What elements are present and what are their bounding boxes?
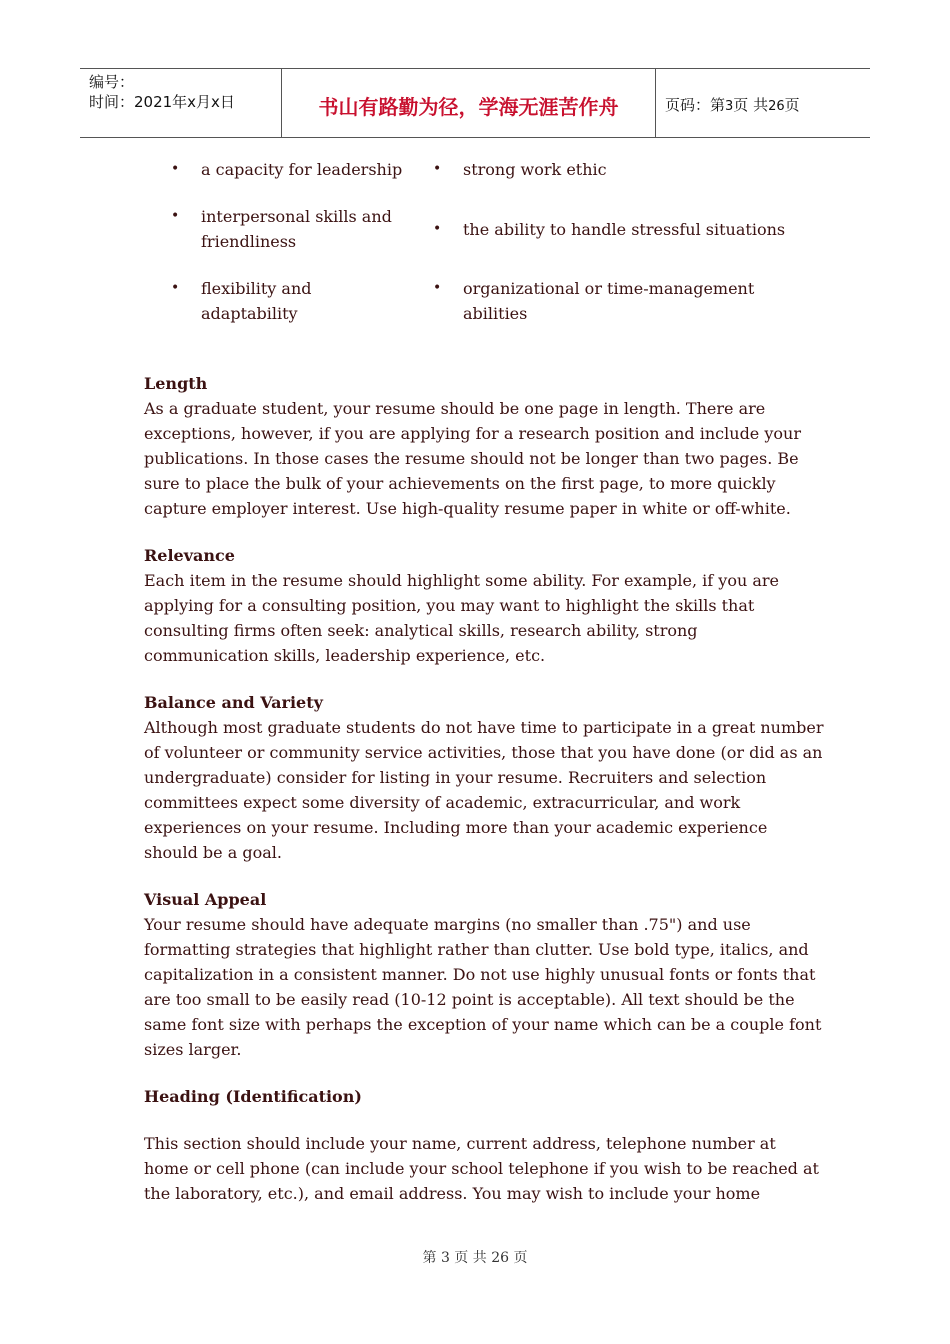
page-total: 26 [768, 99, 785, 114]
page-suffix: 页 [784, 96, 800, 114]
page-prefix: 页码：第 [665, 96, 726, 114]
section-heading: Relevance [144, 546, 235, 565]
date-label: 时间：2021年x月x日 [89, 93, 235, 111]
section-heading: Length [144, 374, 208, 393]
page-header [80, 68, 870, 138]
section-paragraph: Your resume should have adequate margins (no smaller than .75") and use formatting strategies that highlight rather than clutter. Use bold type, italics, and capitalization in a consistent manner. Do not use highly unusual fonts or fonts that are too small to be easily read (10-12 point is acceptable). All text should be the same font size with perhaps the exception of your name which can be a couple font sizes larger. [144, 915, 822, 1059]
page-current: 3 [725, 99, 734, 114]
section-heading-identification [144, 1084, 824, 1206]
page-mid: 页 共 [733, 96, 769, 114]
number-label: 编号： [89, 73, 135, 91]
section-heading: Heading (Identification) [144, 1087, 362, 1106]
header-motto-cell [281, 69, 656, 137]
section-heading: Visual Appeal [144, 890, 267, 909]
bullet-icon: • [433, 221, 442, 237]
section-relevance [144, 543, 824, 668]
bullet-item: the ability to handle stressful situations [463, 220, 786, 239]
bullet-icon: • [171, 280, 180, 296]
bullet-item [201, 204, 392, 254]
bullet-item: strong work ethic [463, 160, 607, 179]
bullet-item: a capacity for leadership [201, 160, 403, 179]
bullet-icon: • [171, 208, 180, 224]
header-page-number [665, 94, 800, 115]
bullet-icon: • [171, 161, 180, 177]
section-paragraph: This section should include your name, current address, telephone number at home or cell phone (can include your school telephone if you wish to be reached at the laboratory, etc.), and email address. You may wish to include your home [144, 1134, 819, 1203]
bullet-line: interpersonal skills and [201, 207, 392, 226]
document-body [144, 371, 824, 1228]
bullet-icon: • [433, 161, 442, 177]
bullet-line: abilities [463, 304, 528, 323]
header-page-cell [655, 69, 870, 137]
section-visual-appeal [144, 887, 824, 1062]
motto: 书山有路勤为径，学海无涯苦作舟 [318, 95, 619, 119]
section-balance-variety [144, 690, 824, 865]
bullet-item [463, 276, 754, 326]
bullet-item [201, 276, 312, 326]
section-heading: Balance and Variety [144, 693, 323, 712]
section-paragraph: Each item in the resume should highlight some ability. For example, if you are applying for a consulting position, you may want to highlight the skills that consulting firms often seek: analytical skills, research ability, strong communication skills, leadership experience, etc. [144, 571, 780, 665]
header-meta-cell [80, 69, 280, 137]
page-footer: 第 3 页 共 26 页 [422, 1250, 528, 1266]
bullet-icon: • [433, 280, 442, 296]
section-paragraph: Although most graduate students do not have time to participate in a great number of volunteer or community service activities, those that you have done (or did as an undergraduate) consider for listing in your resume. Recruiters and selection committees expect some diversity of academic, extracurricular, and work experiences on your resume. Including more than your academic experience should be a goal. [144, 718, 824, 862]
section-length [144, 371, 824, 521]
bullet-line: adaptability [201, 304, 298, 323]
bullet-line: friendliness [201, 232, 297, 251]
section-paragraph: As a graduate student, your resume should be one page in length. There are exceptions, however, if you are applying for a research position and include your publications. In those cases the resume should not be longer than two pages. Be sure to place the bulk of your achievements on the first page, to more quickly capture employer interest. Use high-quality resume paper in white or off-white. [144, 399, 801, 518]
bullet-line: organizational or time-management [463, 279, 755, 298]
bullet-line: flexibility and [201, 279, 312, 298]
spacer [144, 1109, 824, 1131]
